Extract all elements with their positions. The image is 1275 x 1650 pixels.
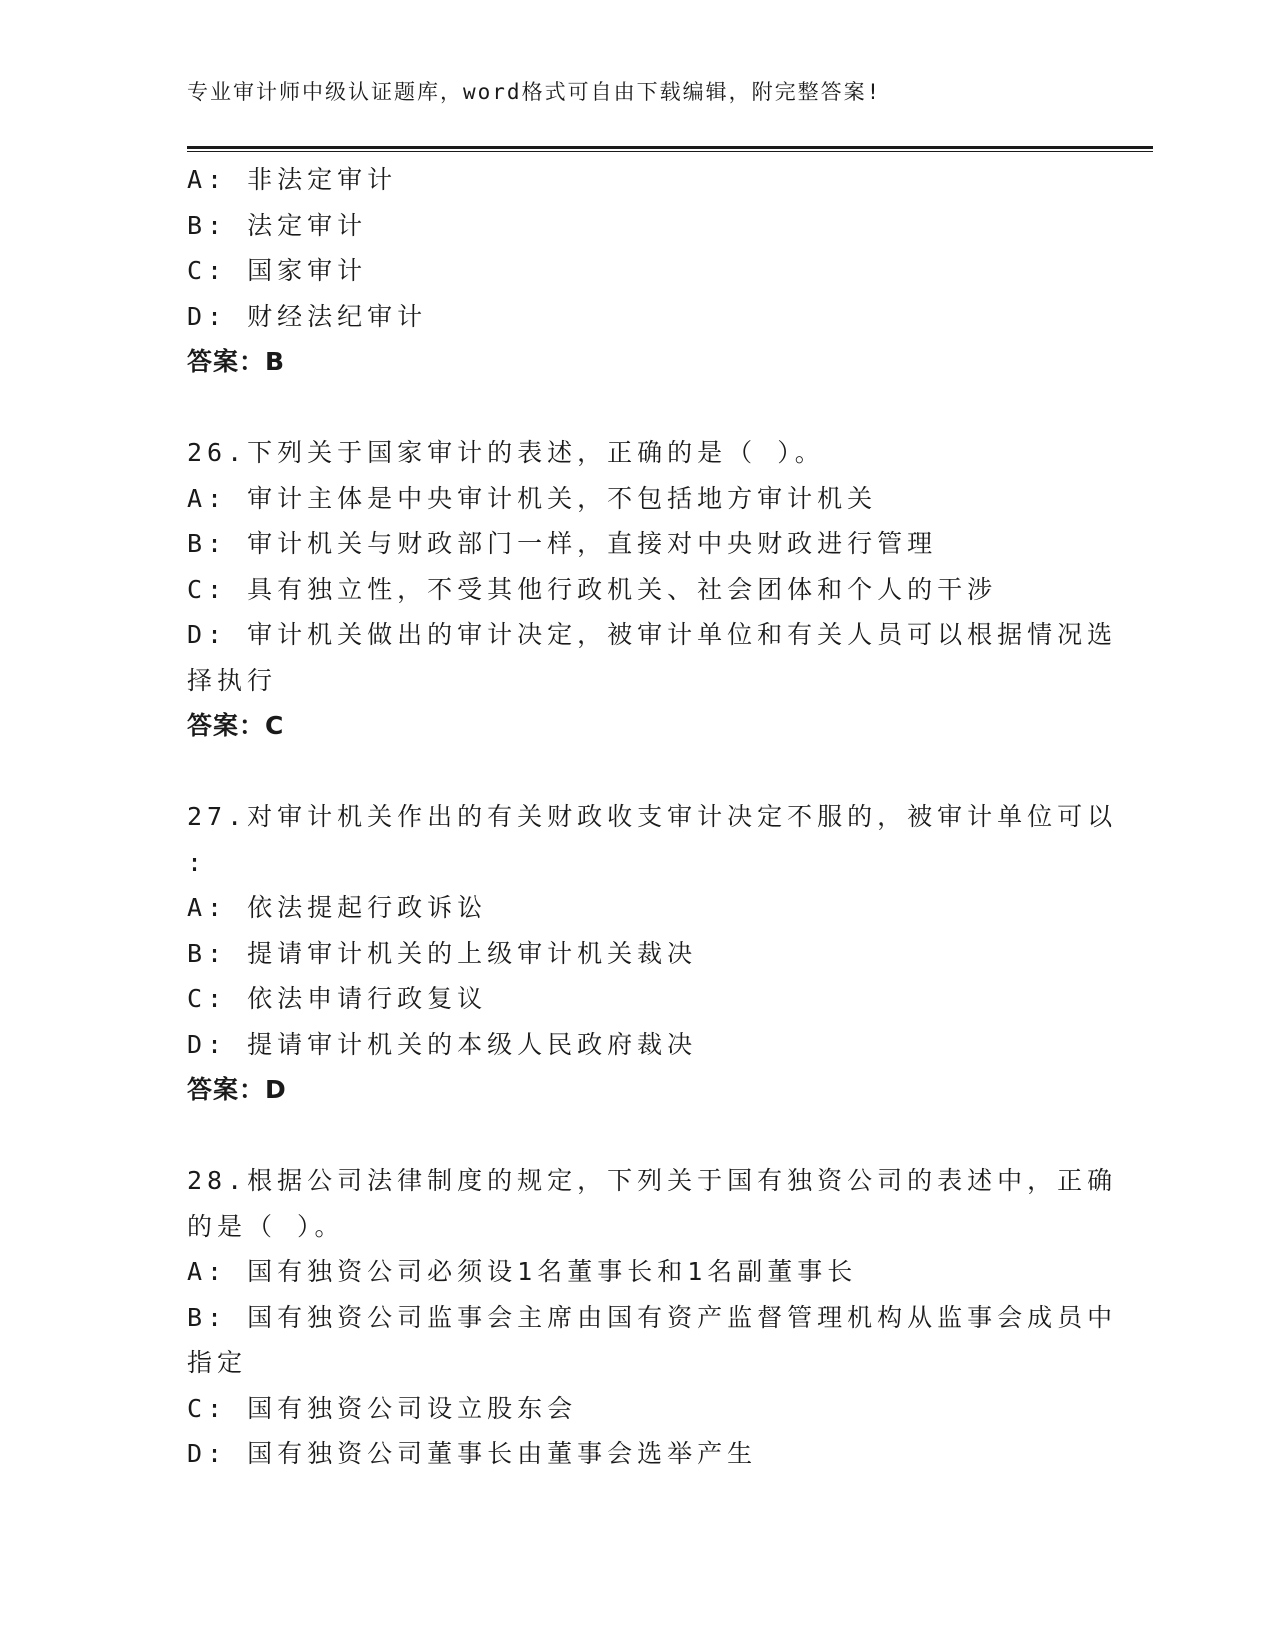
option-b: B: 国有独资公司监事会主席由国有资产监督管理机构从监事会成员中: [187, 1302, 1118, 1332]
question-26: [187, 430, 1118, 749]
option-a: A: 国有独资公司必须设1名董事长和1名副董事长: [187, 1257, 858, 1286]
option-a: A: 依法提起行政诉讼: [187, 893, 488, 922]
option-c: C: 具有独立性，不受其他行政机关、社会团体和个人的干涉: [187, 574, 998, 604]
question-content: [187, 157, 1118, 1477]
page-header: 专业审计师中级认证题库，word格式可自由下载编辑，附完整答案!: [187, 80, 882, 104]
option-b: B: 法定审计: [187, 210, 368, 240]
question-stem: 26.下列关于国家审计的表述，正确的是（ ）。: [187, 438, 825, 467]
question-stem-continued: :: [187, 847, 208, 877]
answer-line: 答案：D: [187, 1075, 287, 1104]
option-b-continued: 指定: [187, 1348, 248, 1377]
option-d-continued: 择执行: [187, 665, 278, 695]
option-d: D: 国有独资公司董事长由董事会选举产生: [187, 1439, 758, 1468]
answer-line: 答案：C: [187, 711, 285, 740]
option-d: D: 提请审计机关的本级人民政府裁决: [187, 1029, 698, 1059]
answer-line: 答案：B: [187, 347, 286, 376]
spacer: [187, 1113, 1087, 1159]
option-b: B: 提请审计机关的上级审计机关裁决: [187, 938, 698, 968]
option-b: B: 审计机关与财政部门一样，直接对中央财政进行管理: [187, 529, 938, 558]
option-a: A: 审计主体是中央审计机关，不包括地方审计机关: [187, 483, 878, 513]
option-d: D: 财经法纪审计: [187, 301, 428, 331]
spacer: [187, 749, 1087, 795]
spacer: [187, 385, 1087, 431]
option-a: A: 非法定审计: [187, 165, 398, 194]
header-rule-thin: [187, 151, 1153, 152]
question-25: [187, 157, 1087, 385]
option-c: C: 国家审计: [187, 256, 368, 285]
option-c: C: 国有独资公司设立股东会: [187, 1393, 578, 1423]
header-rule-thick: [187, 146, 1153, 149]
question-28: [187, 1158, 1118, 1477]
option-d: D: 审计机关做出的审计决定，被审计单位和有关人员可以根据情况选: [187, 620, 1118, 649]
option-c: C: 依法申请行政复议: [187, 984, 488, 1013]
question-stem: 28.根据公司法律制度的规定，下列关于国有独资公司的表述中，正确: [187, 1166, 1118, 1195]
question-stem: 27.对审计机关作出的有关财政收支审计决定不服的，被审计单位可以: [187, 802, 1118, 831]
question-stem-continued: 的是（ ）。: [187, 1211, 345, 1241]
question-27: [187, 794, 1118, 1113]
